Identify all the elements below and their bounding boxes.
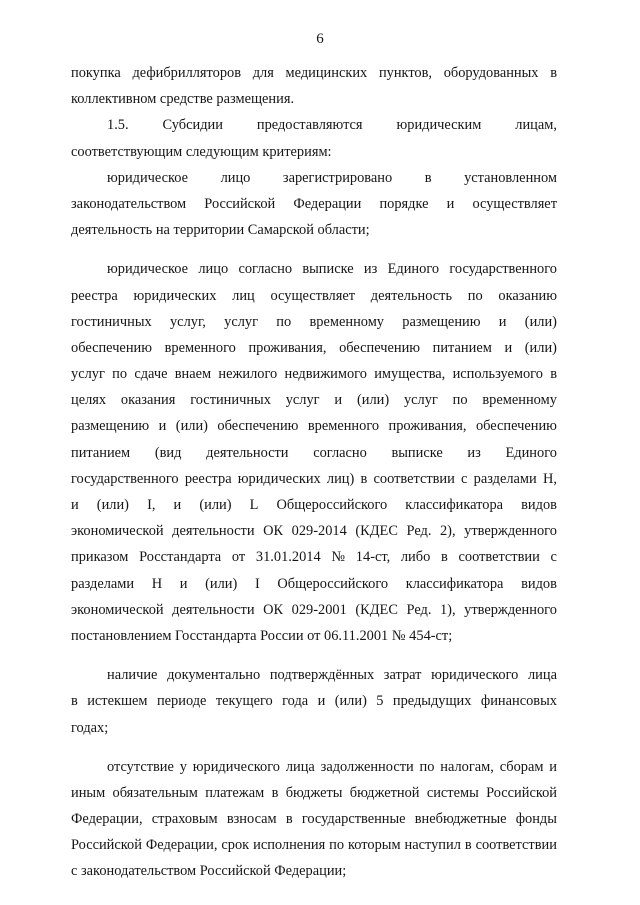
word: (или) (334, 693, 367, 710)
word: порядке (379, 195, 429, 212)
word: № (331, 549, 346, 566)
word: дефибрилляторов (132, 65, 242, 81)
word: платежам (205, 784, 265, 801)
text-line (71, 662, 557, 688)
word: предыдущих (392, 693, 472, 710)
word: и (158, 418, 167, 435)
word: в (550, 65, 557, 81)
text-line (71, 165, 557, 191)
word: взносам (226, 811, 277, 828)
word: разделами (473, 470, 537, 487)
word: и (498, 313, 507, 330)
word: утвержденного (464, 601, 557, 618)
word: и (179, 575, 188, 592)
text-line (71, 256, 557, 282)
word: временного (164, 339, 236, 356)
word: Федерации, (145, 837, 218, 854)
word: L (249, 497, 259, 513)
word: Федерации, (71, 811, 143, 828)
word: услуг (71, 366, 105, 383)
word: медицинских (285, 65, 368, 81)
word: в (271, 784, 279, 801)
text-line (71, 688, 557, 714)
word: системы (426, 784, 479, 801)
word: питанием (432, 339, 492, 356)
word: в (424, 169, 432, 186)
word: Федерации (293, 195, 362, 212)
word: Российской (71, 837, 142, 854)
word: фонды (515, 811, 557, 828)
word: периоде (156, 693, 207, 710)
word: затрат (383, 667, 422, 684)
word: юридических (133, 287, 217, 304)
word: иным (71, 784, 106, 801)
word: Общероссийского (277, 575, 389, 592)
word: недвижимого (284, 366, 367, 383)
word: проживания, (248, 339, 327, 356)
word: в (71, 693, 78, 710)
word: деятельности (206, 444, 289, 461)
word: обеспечению (475, 418, 557, 435)
word: в (550, 366, 557, 383)
text-line (71, 191, 557, 217)
word: бюджетной (349, 784, 420, 801)
word: от (231, 549, 246, 566)
text-line (71, 309, 557, 335)
word: размещению (71, 418, 150, 435)
text-line (71, 440, 557, 466)
word: (или) (205, 575, 238, 592)
word: в (360, 470, 368, 487)
word: экономической (71, 601, 164, 618)
word: государственные (301, 811, 406, 828)
word: исполнения (253, 837, 326, 854)
text-line (71, 492, 557, 518)
word: по (452, 392, 468, 409)
word: питанием (71, 444, 131, 461)
text-line: годах; (71, 719, 109, 736)
word: 029-2001 (291, 601, 347, 618)
text-line (71, 387, 557, 413)
word: классификатора (405, 575, 504, 592)
word: Единого (505, 444, 557, 461)
word: и (173, 497, 182, 513)
word: реестра (184, 470, 232, 487)
word: подтверждённых (269, 667, 375, 684)
word: 1), (439, 601, 456, 618)
word: для (252, 65, 274, 81)
text-line (71, 832, 557, 858)
word: I, (147, 497, 156, 513)
word: и (71, 497, 79, 513)
word: юридическое (107, 169, 189, 186)
word: деятельность (370, 287, 453, 304)
word: 1.5. (107, 117, 129, 134)
paragraph-gap (71, 243, 557, 256)
text-line (71, 571, 557, 597)
word: обеспечению (71, 339, 152, 356)
word: зарегистрировано (282, 169, 393, 186)
word: в (440, 549, 448, 566)
word: лицам, (515, 117, 557, 134)
word: установленном (464, 169, 557, 186)
word: приказом (71, 549, 129, 566)
word: из (467, 444, 481, 461)
word: по (112, 366, 128, 383)
word: года (282, 693, 309, 710)
word: Росстандарта (139, 549, 222, 566)
text-line (71, 283, 557, 309)
word: видов (521, 575, 557, 592)
word: (вид (154, 444, 182, 461)
word: оборудованных (443, 65, 539, 81)
word: лицо (198, 261, 229, 278)
word: Ред. (406, 523, 432, 540)
word: внебюджетные (414, 811, 507, 828)
text-line (71, 597, 557, 623)
text-line (71, 112, 557, 138)
text-line (71, 361, 557, 387)
word: Субсидии (162, 117, 223, 134)
word: услуг (224, 313, 258, 330)
word: наличие (107, 667, 158, 684)
word: срок (221, 837, 250, 854)
word: целях (71, 392, 107, 409)
word: (или) (175, 418, 208, 435)
word: 14-ст, (355, 549, 391, 566)
word: услуг, (169, 313, 206, 330)
word: услуг (285, 392, 320, 409)
word: (или) (356, 392, 390, 409)
word: (или) (524, 339, 557, 356)
document-body (71, 60, 557, 885)
word: Российской (204, 195, 276, 212)
word: юридических (237, 470, 321, 487)
word: Российской (486, 784, 557, 801)
text-line (71, 518, 557, 544)
word: в (285, 811, 293, 828)
word: (КДЕС (355, 523, 398, 540)
word: Н, (542, 470, 557, 487)
word: юридического (192, 758, 280, 775)
word: предоставляются (256, 117, 363, 134)
word: используемого (452, 366, 543, 383)
word: временному (309, 313, 384, 330)
word: соответствии (373, 470, 455, 487)
text-line: постановлением Госстандарта России от 06.11.2001 № 454-ст; (71, 627, 453, 644)
word: и (334, 392, 343, 409)
word: налогам, (440, 758, 494, 775)
word: имущества, (374, 366, 446, 383)
text-line: с законодательством Российской Федерации; (71, 863, 347, 880)
word: лиц (232, 287, 255, 304)
word: выписке (391, 444, 443, 461)
text-line (71, 806, 557, 832)
word: гостиничных (71, 313, 152, 330)
word: услуг (403, 392, 438, 409)
word: деятельности (172, 523, 255, 540)
text-line (71, 60, 557, 86)
word: проживания, (388, 418, 467, 435)
word: государственного (449, 261, 557, 278)
word: (или) (96, 497, 129, 513)
word: временному (482, 392, 557, 409)
word: финансовых (480, 693, 557, 710)
word: лиц) (326, 470, 355, 487)
word: и (446, 195, 455, 212)
word: выписке (302, 261, 354, 278)
word: с (461, 470, 468, 487)
word: деятельности (172, 601, 255, 618)
word: оказания (120, 392, 176, 409)
word: экономической (71, 523, 164, 540)
word: осуществляет (472, 195, 557, 212)
word: гостиничных (190, 392, 271, 409)
word: соответствии (458, 549, 540, 566)
word: юридическое (107, 261, 189, 278)
word: отсутствие (107, 758, 174, 775)
word: и (504, 339, 513, 356)
text-line (71, 544, 557, 570)
word: разделами (71, 575, 135, 592)
text-line: соответствующим следующим критериям: (71, 143, 332, 160)
word: ОК (263, 601, 284, 618)
word: сдаче (134, 366, 168, 383)
word: Единого (387, 261, 440, 278)
text-line (71, 466, 557, 492)
word: обеспечению (339, 339, 421, 356)
text-line (71, 335, 557, 361)
word: (или) (524, 313, 557, 330)
word: лица (285, 758, 315, 775)
word: законодательством (71, 195, 187, 212)
word: обязательным (112, 784, 198, 801)
word: пунктов, (378, 65, 433, 81)
word: (КДЕС (355, 601, 398, 618)
word: реестра (71, 287, 118, 304)
word: из (363, 261, 378, 278)
word: по (276, 313, 292, 330)
word: 029-2014 (291, 523, 347, 540)
word: классификатора (405, 497, 504, 513)
word: I (254, 575, 260, 592)
word: внаем (174, 366, 212, 383)
word: Н (151, 575, 163, 592)
word: нежилого (218, 366, 278, 383)
word: соответствии (475, 837, 557, 854)
word: юридического (431, 667, 519, 684)
page-number: 6 (316, 31, 324, 47)
word: государственного (71, 470, 179, 487)
word: 31.01.2014 (255, 549, 321, 566)
word: либо (400, 549, 431, 566)
word: по (329, 837, 345, 854)
text-line (71, 780, 557, 806)
word: лица (528, 667, 557, 684)
word: с (550, 549, 557, 566)
word: у (179, 758, 187, 775)
word: и (317, 693, 326, 710)
word: временного (307, 418, 380, 435)
word: которым (348, 837, 401, 854)
word: обеспечению (217, 418, 299, 435)
text-line: коллективном средстве размещения. (71, 91, 295, 108)
word: оказанию (498, 287, 557, 304)
word: сборам (499, 758, 544, 775)
word: лицо (220, 169, 251, 186)
word: Общероссийского (276, 497, 388, 513)
word: бюджеты (285, 784, 343, 801)
word: Ред. (406, 601, 432, 618)
word: 5 (376, 693, 384, 710)
word: по (419, 758, 435, 775)
word: покупка (71, 65, 121, 81)
word: наступил (404, 837, 461, 854)
word: согласно (313, 444, 367, 461)
word: видов (521, 497, 557, 513)
word: и (549, 758, 557, 775)
paragraph-gap (71, 649, 557, 662)
text-line (71, 754, 557, 780)
word: согласно (238, 261, 293, 278)
word: задолженности (320, 758, 414, 775)
paragraph-gap (71, 741, 557, 754)
word: страховым (151, 811, 218, 828)
word: утвержденного (464, 523, 557, 540)
word: истекшем (87, 693, 148, 710)
word: (или) (199, 497, 232, 513)
word: ОК (263, 523, 284, 540)
word: размещению (402, 313, 481, 330)
word: осуществляет (270, 287, 356, 304)
word: юридическим (396, 117, 482, 134)
text-line: деятельность на территории Самарской области; (71, 222, 370, 239)
word: текущего (215, 693, 273, 710)
text-line (71, 413, 557, 439)
word: 2), (439, 523, 456, 540)
word: документально (167, 667, 261, 684)
word: по (467, 287, 483, 304)
word: в (464, 837, 472, 854)
